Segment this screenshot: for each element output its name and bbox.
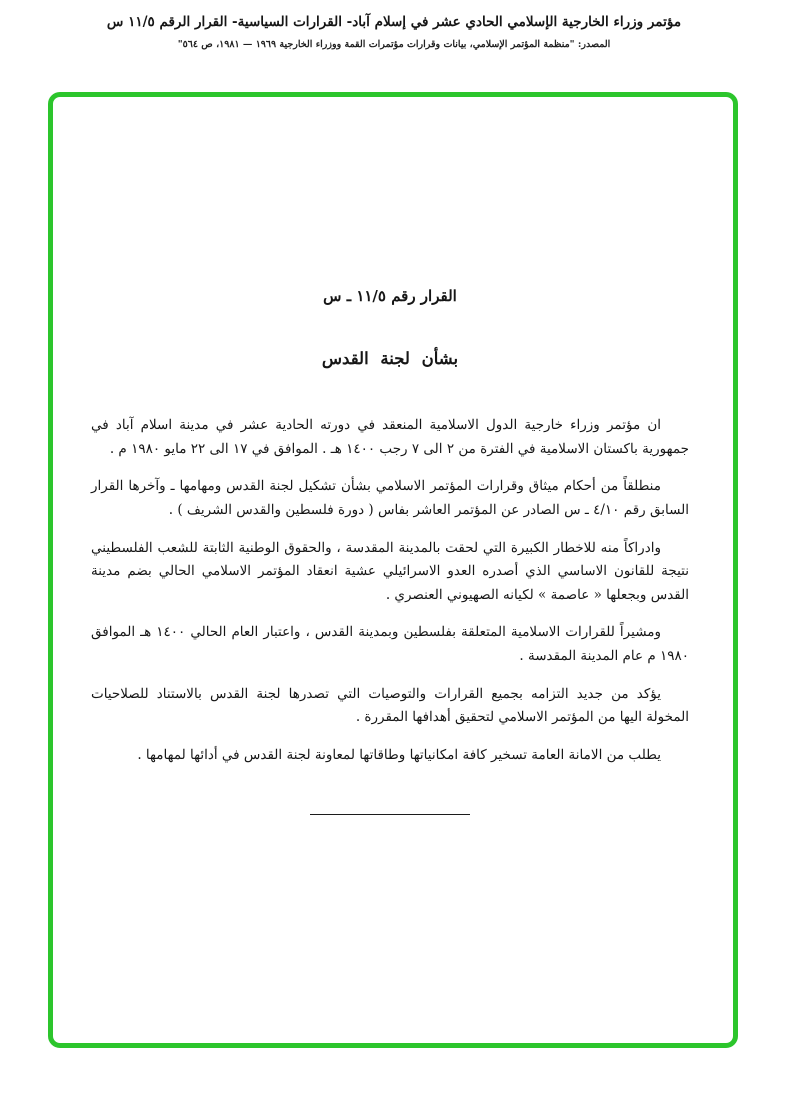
header-citation-title: مؤتمر وزراء الخارجية الإسلامي الحادي عشر في إسلام آباد- القرارات السياسية- القرار الرقم ١١/٥ س [106, 14, 682, 30]
paragraph: منطلقاً من أحكام ميثاق وقرارات المؤتمر الاسلامي بشأن تشكيل لجنة القدس ومهامها ـ وآخرها القرار السابق رقم ٤/١٠ ـ س الصادر عن المؤتمر العاشر بفاس ( دورة فلسطين والقدس الشريف ) . [91, 478, 689, 518]
end-divider [310, 814, 470, 815]
header-source-line: المصدر: "منظمة المؤتمر الإسلامي، بيانات وقرارات مؤتمرات القمة ووزراء الخارجية ١٩٦٩ — ١٩٨١، ص ٥٦٤" [177, 39, 611, 50]
highlight-border [48, 92, 738, 1048]
document-header [0, 14, 788, 50]
paragraph: ان مؤتمر وزراء خارجية الدول الاسلامية المنعقد في دورته الحادية عشر في مدينة اسلام آباد في جمهورية باكستان الاسلامية في الفترة من ٢ الى ٧ رجب ١٤٠٠ هـ . الموافق في ١٧ الى ٢٢ مايو ١٩٨٠ م . [91, 417, 689, 457]
paragraph: ومشيراً للقرارات الاسلامية المتعلقة بفلسطين وبمدينة القدس ، واعتبار العام الحالي ١٤٠٠ هـ الموافق ١٩٨٠ م عام المدينة المقدسة . [91, 624, 689, 664]
paragraph: وادراكاً منه للاخطار الكبيرة التي لحقت بالمدينة المقدسة ، والحقوق الوطنية الثابتة للشعب الفلسطيني نتيجة للقانون الاساسي الذي أصدره العدو الاسرائيلي عشية انعقاد المؤتمر الاسلامي الحالي بضم مدينة القدس وبجعلها « عاصمة » لكيانه الصهيوني العنصري . [91, 539, 689, 603]
paragraphs-container [91, 414, 689, 768]
document-body [53, 97, 733, 815]
resolution-subject: بشأن لجنة القدس [321, 349, 459, 368]
paragraph: يؤكد من جديد التزامه بجميع القرارات والتوصيات التي تصدرها لجنة القدس بالاستناد للصلاحيات المخولة اليها من المؤتمر الاسلامي لتحقيق أهدافها المقررة . [91, 685, 689, 726]
resolution-title: القرار رقم ١١/٥ ـ س [323, 287, 457, 305]
paragraph: يطلب من الامانة العامة تسخير كافة امكانياتها وطاقاتها لمعاونة لجنة القدس في أدائها لمهامها . [137, 746, 661, 763]
